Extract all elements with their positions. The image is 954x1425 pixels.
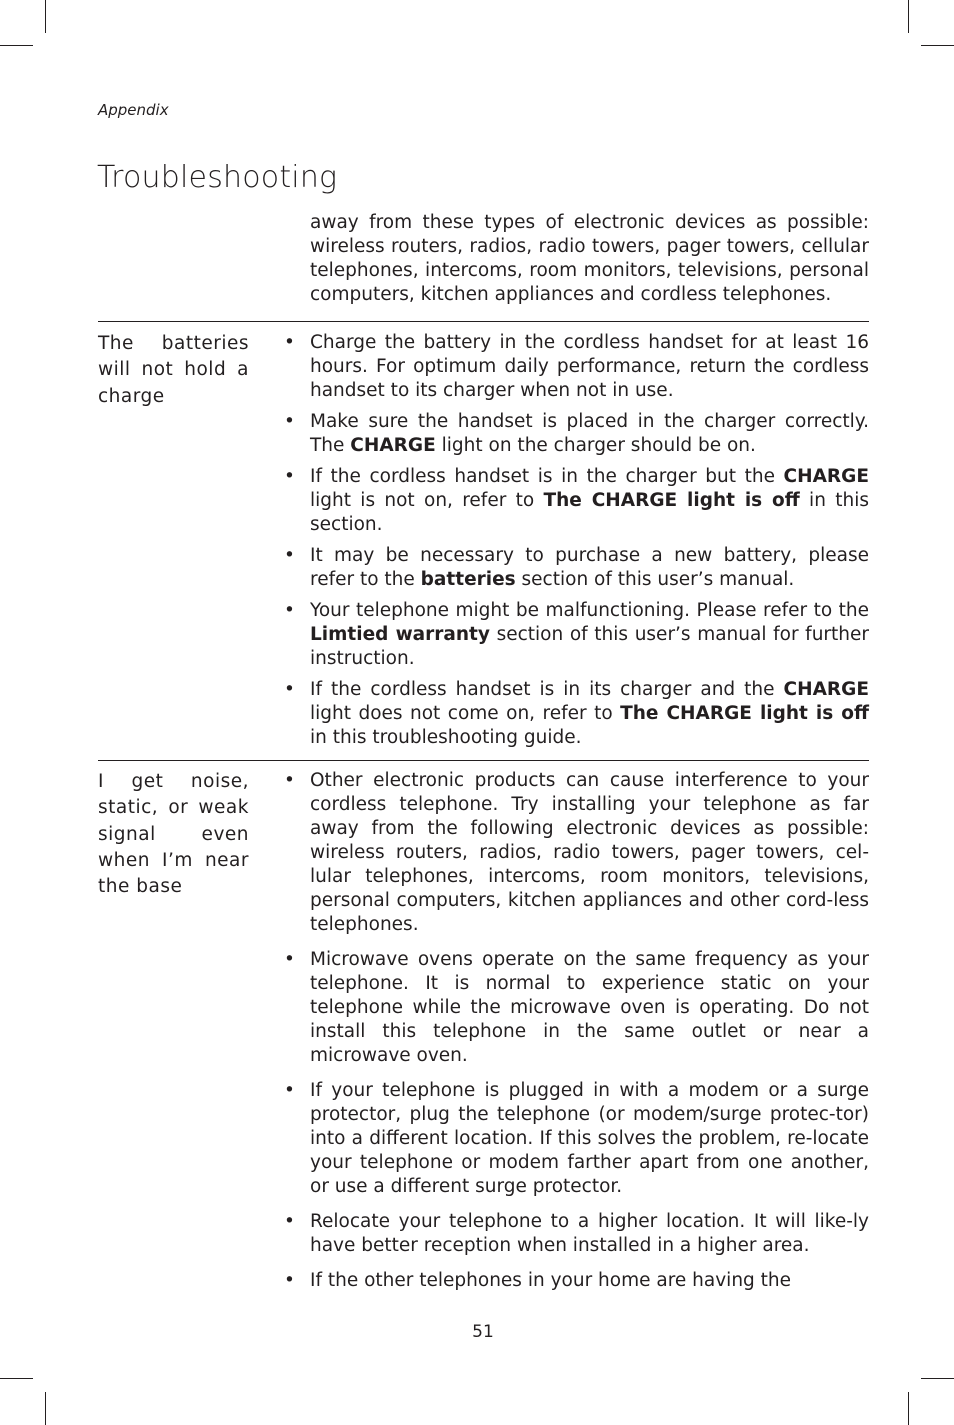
bullet-icon: • [284, 411, 295, 432]
running-head: Appendix [98, 101, 169, 119]
bullet-icon: • [284, 770, 295, 791]
crop-mark [0, 1378, 33, 1379]
crop-mark [45, 0, 46, 33]
list-item: • If the other telephones in your home are having the [284, 1270, 792, 1291]
list-item: • If the cordless handset is in its charger and the CHARGE light does not come on, refer to The CHARGE light is off in this troubleshooting guide. [284, 679, 869, 748]
solution-list [284, 331, 869, 757]
bullet-icon: • [284, 545, 295, 566]
problem-label: The batteries will not hold a charge [98, 333, 249, 407]
crop-mark [0, 45, 33, 46]
solution-list [284, 769, 869, 1304]
bullet-icon: • [284, 679, 295, 700]
list-item: • If your telephone is plugged in with a modem or a surge protector, plug the telephone (or modem/surge protec-tor) into a different location. If this solves the problem, re-locate your telephone or modem farther apart from one another, or use a different surge protector. [284, 1080, 869, 1197]
crop-mark [908, 0, 909, 33]
crop-mark [45, 1392, 46, 1425]
crop-mark [921, 45, 954, 46]
continued-text: away from these types of electronic devices as possible: wireless routers, radios, radio towers, pager towers, cellular telephones, intercoms, room monitors, televisions, personal computers, kitchen appliances and cordless telephones. [310, 212, 869, 305]
bullet-icon: • [284, 332, 295, 353]
list-item: • Your telephone might be malfunctioning. Please refer to the Limtied warranty section of this user’s manual for further instruction. [284, 600, 869, 669]
row-divider [98, 321, 869, 322]
list-item: • It may be necessary to purchase a new battery, please refer to the batteries section of this user’s manual. [284, 545, 869, 590]
bullet-icon: • [284, 1211, 295, 1232]
list-item: • Relocate your telephone to a higher location. It will like-ly have better reception when installed in a higher area. [284, 1211, 869, 1256]
page-title: Troubleshooting [97, 160, 338, 195]
crop-mark [908, 1392, 909, 1425]
bullet-icon: • [284, 1270, 295, 1291]
crop-mark [921, 1378, 954, 1379]
list-item: • Charge the battery in the cordless handset for at least 16 hours. For optimum daily performance, return the cordless handset to its charger when not in use. [284, 332, 869, 401]
bullet-icon: • [284, 466, 295, 487]
row-divider [98, 760, 869, 761]
list-item: • Microwave ovens operate on the same frequency as your telephone. It is normal to experience static on your telephone while the microwave oven is operating. Do not install this telephone in the same outlet or near a microwave oven. [284, 949, 869, 1066]
bullet-icon: • [284, 600, 295, 621]
bullet-icon: • [284, 1080, 295, 1101]
page-number: 51 [472, 1322, 494, 1342]
list-item: • If the cordless handset is in the charger but the CHARGE light is not on, refer to The CHARGE light is off in this section. [284, 466, 869, 535]
list-item: • Make sure the handset is placed in the charger correctly. The CHARGE light on the charger should be on. [284, 411, 869, 456]
list-item: • Other electronic products can cause interference to your cordless telephone. Try installing your telephone as far away from the following electronic devices as possible: wireless routers, radios, radio towers, pager towers, cel-lular telephones, intercoms, room monitors, televisions, personal computers, kitchen appliances and other cord-less telephones. [284, 770, 869, 935]
problem-label: I get noise, static, or weak signal even when I’m near the base [98, 771, 249, 898]
bullet-icon: • [284, 949, 295, 970]
